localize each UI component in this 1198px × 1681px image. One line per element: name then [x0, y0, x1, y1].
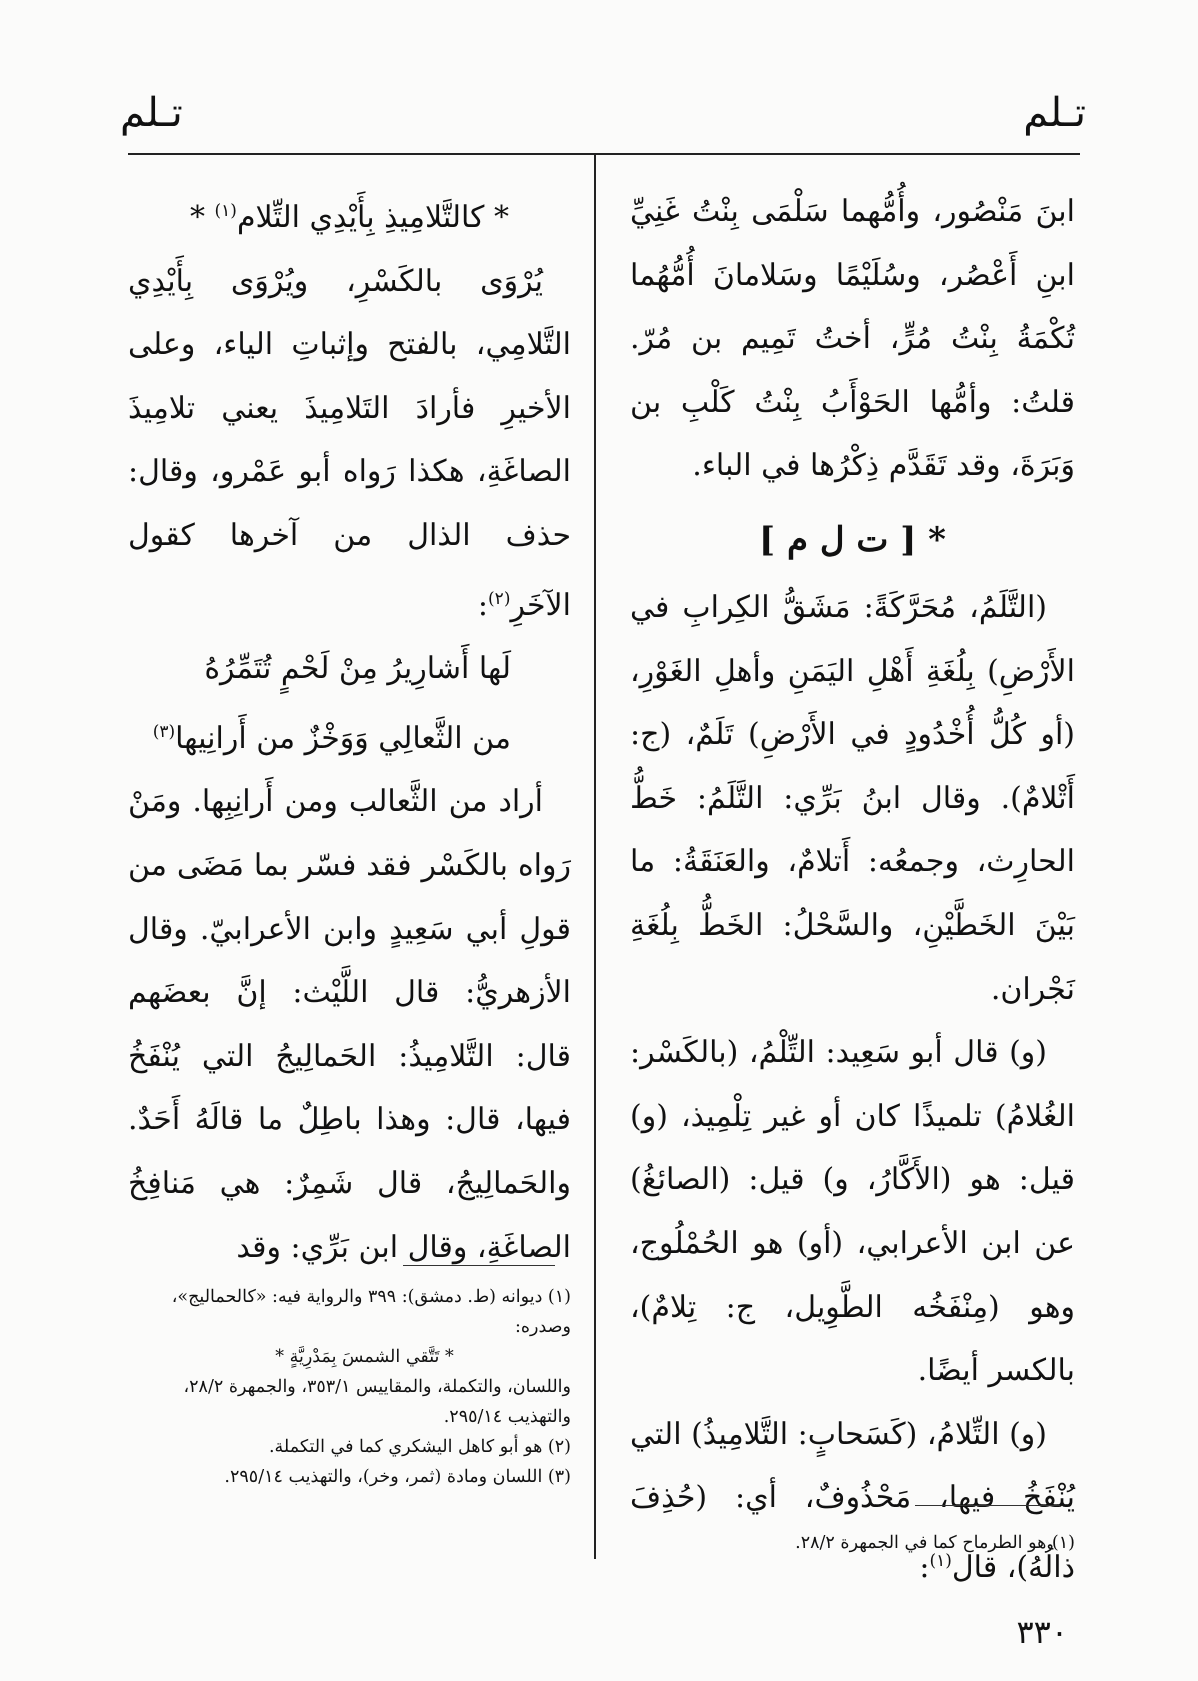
running-head-right: تـلم — [1023, 90, 1086, 136]
header-rule — [128, 153, 1080, 155]
paragraph-text: يُرْوَى بالكَسْرِ، ويُرْوَى بِأَيْدِي التَّلامِي، بالفتح وإثباتِ الياء، وعلى الأخيرِ فأرادَ التَلامِيذَ يعني تلامِيذَ الصاغَةِ، هكذا رَواه أبو عَمْرو، وقال: حذف الذال من آخرها كقول الآخَرِ — [128, 263, 571, 623]
running-head-left: تـلم — [120, 90, 183, 136]
footnotes-left — [128, 1282, 571, 1492]
footnote-rule-left — [403, 1265, 555, 1266]
footnote-1: (١) هو الطرماح كما في الجمهرة ٢٨/٢. — [795, 1533, 1075, 1553]
left-column — [128, 180, 571, 1279]
poem-line-1: لَها أَشارِيرُ مِنْ لَحْمٍ تُتَمِّرُهُ — [204, 651, 511, 687]
verse-end: * — [189, 200, 215, 235]
page-number: ٣٣٠ — [1016, 1613, 1068, 1651]
paragraph-end: : — [919, 1549, 930, 1585]
verse-text: * كالتَّلامِيذِ بِأَيْدِي التِّلام — [236, 200, 510, 235]
paragraph: ابنَ مَنْصُور، وأُمُّهما سَلْمَى بِنْتُ غَنِيِّ ابنِ أَعْصُر، وسُلَيْمًا وسَلامانَ أُمُّهُما تُكْمَةُ بِنْتُ مُرٍّ، أختُ تَمِيم بن مُرّ. قلتُ: وأمُّها الحَوْأَبُ بِنْتُ كَلْبِ بن وَبَرَةَ، وقد تَقَدَّم ذِكْرُها في الباء. — [630, 194, 1075, 484]
entry-heading: * [ ت ل م ] — [759, 519, 946, 560]
footnote-ref: (٢) — [488, 588, 511, 609]
paragraph — [630, 1403, 1075, 1600]
footnote-2: (٢) هو أبو كاهل اليشكري كما في التكملة. — [268, 1437, 571, 1457]
paragraph: (و) قال أبو سَعِيد: التِّلْمُ، (بالكَسْر: الغُلامُ) تلميذًا كان أو غير تِلْمِيذ، (و) قيل: هو (الأَكَّارُ، و) قيل: (الصائغُ) عن ابن الأعرابي، (أو) هو الحُمْلُوج، وهو (مِنْفَخُه الطَّوِيل، ج: تِلامٌ)، بالكسر أيضًا. — [630, 1035, 1075, 1389]
footnote-ref: (١) — [214, 201, 237, 221]
footnote-3: (٣) اللسان ومادة (ثمر، وخر)، والتهذيب ٢٩٥/١٤. — [224, 1467, 571, 1487]
footnote-1-cont: واللسان، والتكملة، والمقاييس ٣٥٣/١، والجمهرة ٢٨/٢، والتهذيب ٢٩٥/١٤. — [183, 1377, 571, 1427]
paragraph: (التَّلَمُ، مُحَرَّكَةً: مَشَقُّ الكِرابِ في الأَرْضِ) بِلُغَةِ أَهْلِ اليَمَنِ وأهلِ الغَوْرِ، (أو كُلُّ أُخْدُودٍ في الأَرْضِ) تَلَمٌ، (ج: أَتْلامٌ). وقال ابنُ بَرِّي: التَّلَمُ: خَطُّ الحارِث، وجمعُه: أَتلامٌ، والعَنَقَةُ: ما بَيْنَ الخَطَّيْنِ، والسَّحْلُ: الخَطُّ بِلُغَةِ نَجْران. — [630, 589, 1075, 1007]
verse-line — [128, 180, 571, 250]
footnote-ref: (٣) — [152, 721, 176, 742]
right-column — [630, 180, 1075, 1599]
column-divider — [594, 154, 596, 1559]
paragraph-end: : — [477, 587, 489, 623]
footnote-1: (١) ديوانه (ط. دمشق): ٣٩٩ والرواية فيه: «كالحماليج»، وصدره: — [171, 1287, 571, 1337]
footnote-ref: (١) — [929, 1550, 952, 1571]
footnote-1-verse: * تَتَّقي الشمسَ بِمَدْرِيَّةٍ * — [275, 1347, 454, 1367]
footnotes-right — [630, 1528, 1075, 1558]
poem-line-2 — [128, 701, 571, 771]
poem-text: من الثَّعالِي وَوَخْزٌ من أَرانِيها — [175, 720, 511, 756]
paragraph — [128, 250, 571, 638]
paragraph: أراد من الثَّعالب ومن أَرانِبِها. ومَنْ رَواه بالكَسْر فقد فسّر بما مَضَى من قولِ أبي سَعِيدٍ وابن الأعرابيّ. وقال الأزهريُّ: قال اللَّيْث: إنَّ بعضَهم قال: التَّلامِيذُ: الحَمالِيجُ التي يُنْفَخُ فيها، قال: وهذا باطِلٌ ما قالَهُ أَحَدٌ. والحَمالِيجُ، قال شَمِرٌ: هي مَنافِخُ الصاغَةِ، وقال ابن بَرِّي: وقد — [128, 784, 571, 1265]
paragraph-text: (و) التِّلامُ، (كَسَحابٍ: التَّلامِيذُ) التي يُنْفَخُ فيها، مَحْذُوفٌ، أي: (حُذِفَ ذالُهُ)، قال — [630, 1416, 1075, 1585]
footnote-rule-right — [915, 1505, 1060, 1506]
